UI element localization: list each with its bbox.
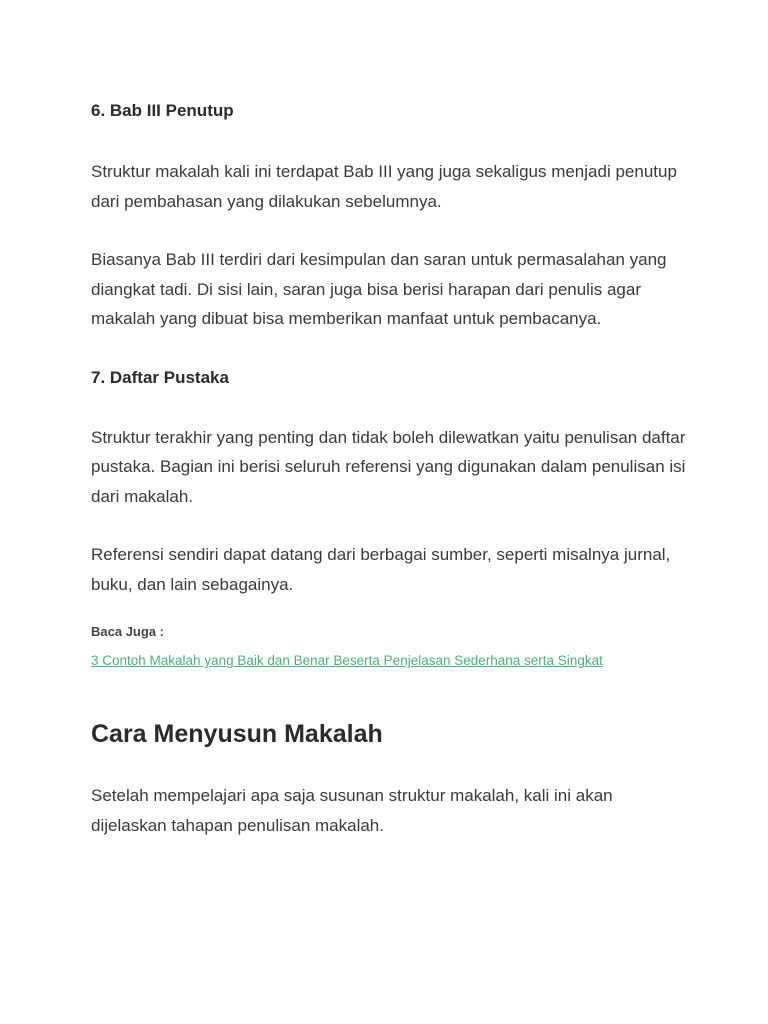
paragraph-daftar-pustaka-intro: Struktur terakhir yang penting dan tidak boleh dilewatkan yaitu penulisan daftar pustaka. Bagian ini berisi seluruh referensi yang digunakan dalam penulisan isi dari makalah.: [91, 427, 686, 506]
article-content: [91, 96, 691, 840]
paragraph-daftar-pustaka-referensi: Referensi sendiri dapat datang dari berbagai sumber, seperti misalnya jurnal, buku, dan lain sebagainya.: [91, 545, 671, 594]
paragraph-cara-menyusun-intro: Setelah mempelajari apa saja susunan struktur makalah, kali ini akan dijelaskan tahapan penulisan makalah.: [91, 786, 613, 835]
section-heading-daftar-pustaka: 7. Daftar Pustaka: [91, 367, 229, 387]
baca-juga-label: Baca Juga :: [91, 624, 164, 639]
section-heading-cara-menyusun: Cara Menyusun Makalah: [91, 720, 383, 748]
section-heading-bab-iii: 6. Bab III Penutup: [91, 101, 234, 120]
related-article-link[interactable]: 3 Contoh Makalah yang Baik dan Benar Beserta Penjelasan Sederhana serta Singkat: [91, 653, 603, 668]
paragraph-bab-iii-intro: Struktur makalah kali ini terdapat Bab III yang juga sekaligus menjadi penutup dari pembahasan yang dilakukan sebelumnya.: [91, 162, 677, 211]
paragraph-bab-iii-detail: Biasanya Bab III terdiri dari kesimpulan dan saran untuk permasalahan yang diangkat tadi. Di sisi lain, saran juga bisa berisi harapan dari penulis agar makalah yang dibuat bisa memberikan manfaat untuk pembacanya.: [91, 250, 667, 328]
